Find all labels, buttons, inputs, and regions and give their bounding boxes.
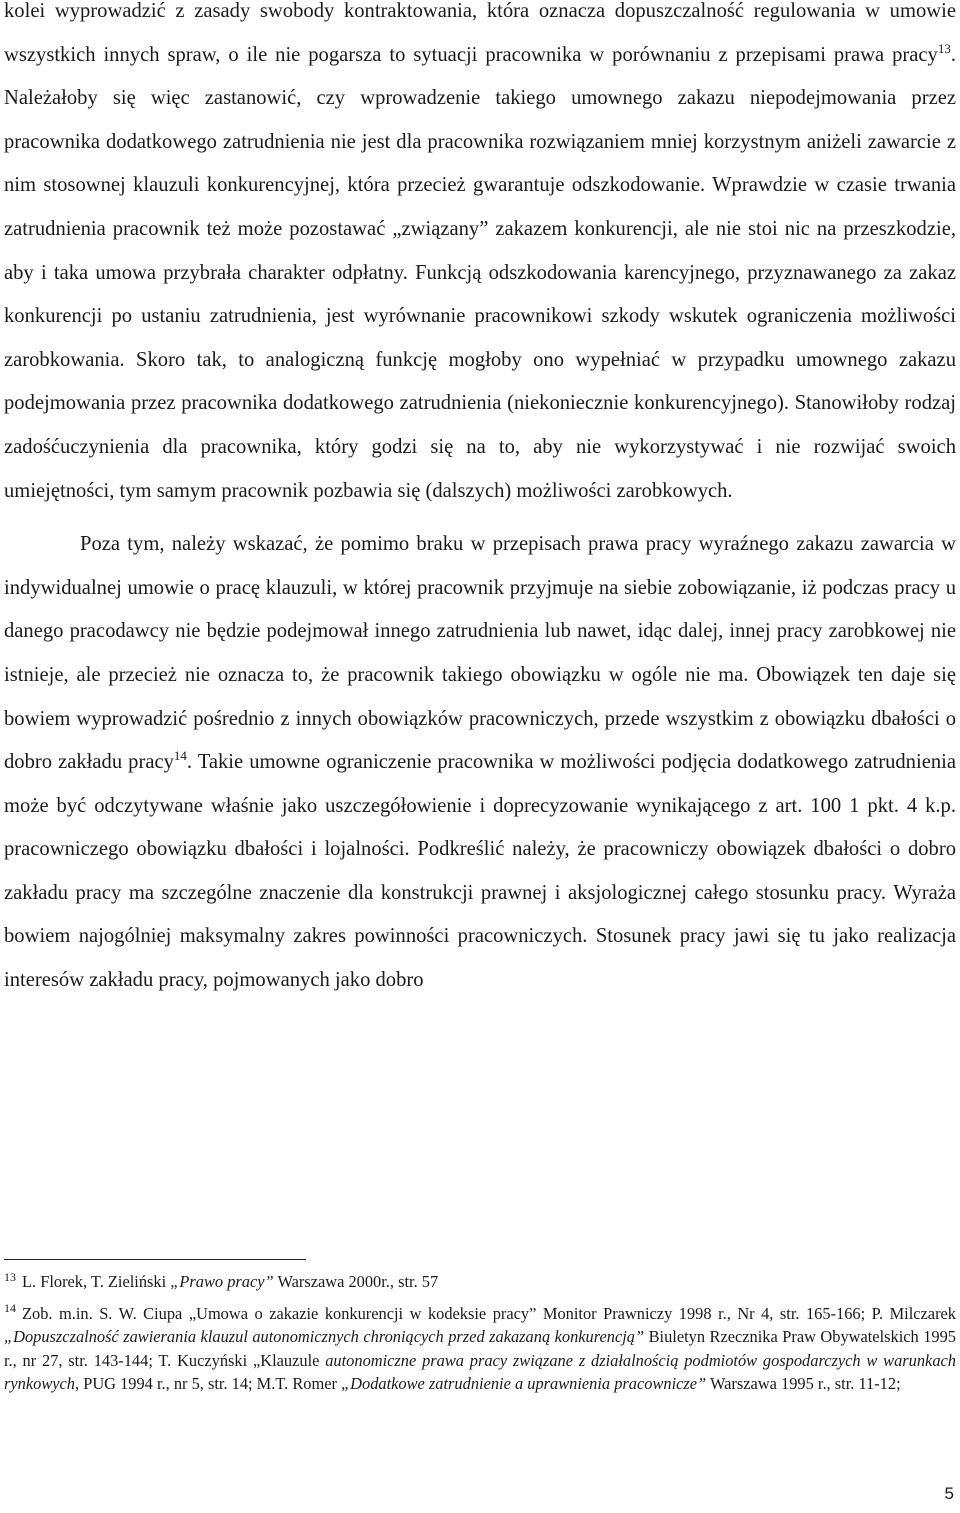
footnote-title: „Dodatkowe zatrudnienie a uprawnienia pracownicze” <box>341 1374 707 1394</box>
footnote-reference-13[interactable]: 13 <box>937 40 951 56</box>
body-paragraph-1 <box>4 0 956 513</box>
paragraph-text: . Należałoby się więc zastanowić, czy wprowadzenie takiego umownego zakazu niepodejmowania przez pracownika dodatkowego zatrudnienia nie jest dla pracownika rozwiązaniem mniej korzystnym aniżeli zawarcie z nim stosownej klauzuli konkurencyjnej, która przecież gwarantuje odszkodowanie. Wprawdzie w czasie trwania zatrudnienia pracownik też może pozostawać „związany” zakazem konkurencji, ale nie stoi nic na przeszkodzie, aby i taka umowa przybrała charakter odpłatny. Funkcją odszkodowania karencyjnego, przyznawanego za zakaz konkurencji po ustaniu zatrudnienia, jest wyrównanie pracownikowi szkody wskutek ograniczenia możliwości zarobkowania. Skoro tak, to analogiczną funkcję mogłoby ono wypełniać w przypadku umownego zakazu podejmowania przez pracownika dodatkowego zatrudnienia (niekoniecznie konkurencyjnego). Stanowiłoby rodzaj zadośćuczynienia dla pracownika, który godzi się na to, aby nie wykorzystywać i nie rozwijać swoich umiejętności, tym samym pracownik pozbawia się (dalszych) możliwości zarobkowych. <box>4 43 956 502</box>
document-page <box>4 0 956 1003</box>
paragraph-text: Poza tym, należy wskazać, że pomimo braku w przepisach prawa pracy wyraźnego zakazu zawarcia w indywidualnej umowie o pracę klauzuli, w której pracownik przyjmuje na siebie zobowiązanie, iż podczas pracy u danego pracodawcy nie będzie podejmował innego zatrudnienia lub nawet, idąc dalej, innej pracy zarobkowej nie istnieje, ale przecież nie oznacza to, że pracownik takiego obowiązku w ogóle nie ma. Obowiązek ten daje się bowiem wyprowadzić pośrednio z innych obowiązków pracowniczych, przede wszystkim z obowiązku dbałości o dobro zakładu pracy <box>4 533 956 774</box>
footnote-14 <box>4 1302 956 1396</box>
footnote-title: autonomiczne prawa pracy związane z działalnością podmiotów gospodarczych w warunkach rynkowych, <box>4 1350 956 1394</box>
footnote-title: „Prawo pracy” <box>170 1272 274 1291</box>
paragraph-text: . Takie umowne ograniczenie pracownika w możliwości podjęcia dodatkowego zatrudnienia może być odczytywane właśnie jako uszczegółowienie i doprecyzowanie wynikającego z art. 100 1 pkt. 4 k.p. pracowniczego obowiązku dbałości i lojalności. Podkreślić należy, że pracowniczy obowiązek dbałości o dobro zakładu pracy ma szczególne znaczenie dla konstrukcji prawnej i aksjologicznej całego stosunku pracy. Wyraża bowiem najogólniej maksymalny zakres powinności pracowniczych. Stosunek pracy jawi się tu jako realizacja interesów zakładu pracy, pojmowanych jako dobro <box>4 751 956 992</box>
footnote-title: „Dopuszczalność zawierania klauzul autonomicznych chroniących przed zakazaną konkurencją” <box>4 1327 645 1347</box>
body-paragraph-2 <box>4 523 956 1003</box>
footnote-text: Biuletyn Rzecznika Praw Obywatelskich 1995 r., nr 27, str. 143-144; T. Kuczyński „Klauzule <box>4 1327 956 1370</box>
footnote-text: PUG 1994 r., nr 5, str. 14; M.T. Romer <box>79 1374 342 1394</box>
paragraph-text: kolei wyprowadzić z zasady swobody kontraktowania, która oznacza dopuszczalność regulowania w umowie wszystkich innych spraw, o ile nie pogarsza to sytuacji pracownika w porównaniu z przepisami prawa pracy <box>4 0 956 66</box>
footnote-separator <box>4 1259 306 1260</box>
footnote-number: 13 <box>4 1269 16 1284</box>
footnote-text: Zob. m.in. S. W. Ciupa „Umowa o zakazie konkurencji w kodeksie pracy” Monitor Prawniczy 1998 r., Nr 4, str. 165-166; P. Milczarek <box>22 1303 956 1323</box>
footnote-13 <box>4 1270 956 1294</box>
footnote-text: Warszawa 1995 r., str. 11-12; <box>706 1374 901 1394</box>
footnote-reference-14[interactable]: 14 <box>173 748 187 764</box>
footnote-text: L. Florek, T. Zieliński <box>22 1272 171 1291</box>
footnotes-section <box>4 1270 956 1396</box>
footnote-text: Warszawa 2000r., str. 57 <box>273 1272 439 1291</box>
footnote-number: 14 <box>4 1301 16 1316</box>
page-number: 5 <box>944 1484 954 1503</box>
